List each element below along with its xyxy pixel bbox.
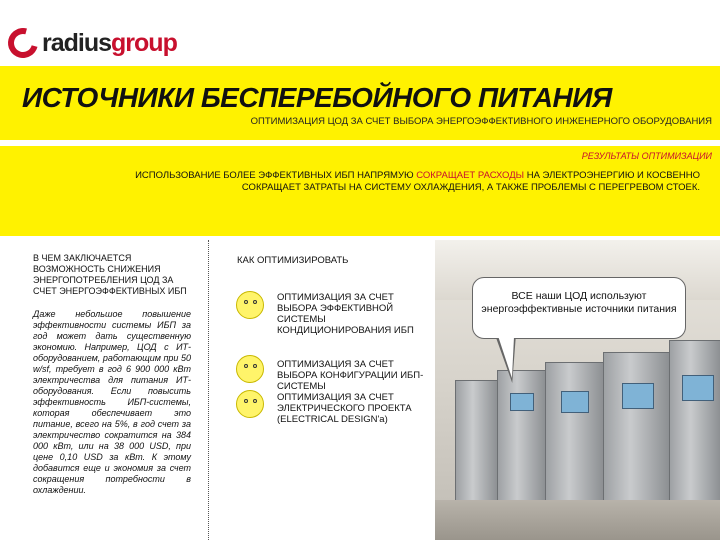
logo-text-part2: group <box>111 28 177 57</box>
logo-text <box>42 29 177 58</box>
how-item-2: ОПТИМИЗАЦИЯ ЗА СЧЕТ ВЫБОРА КОНФИГУРАЦИИ ИБП-СИСТЕМЫ <box>277 359 424 392</box>
bubble-text: ВСЕ наши ЦОД используют энергоэффективные источники питания <box>481 290 677 315</box>
results-text-before: ИСПОЛЬЗОВАНИЕ БОЛЕЕ ЭФФЕКТИВНЫХ ИБП НАПРЯМУЮ <box>135 170 417 181</box>
results-text-after: НА ЭЛЕКТРОЭНЕРГИЮ И КОСВЕННО СОКРАЩАЕТ ЗАТРАТЫ НА СИСТЕМУ ОХЛАЖДЕНИЯ, А ТАКЖЕ ПРОБЛЕМЫ С ПЕРЕГРЕВОМ СТОЕК. <box>241 170 700 193</box>
results-text-highlight: СОКРАЩАЕТ РАСХОДЫ <box>416 170 525 181</box>
how-item-3: ОПТИМИЗАЦИЯ ЗА СЧЕТ ЭЛЕКТРИЧЕСКОГО ПРОЕКТА (ELECTRICAL DESIGN'а) <box>277 392 412 425</box>
how-item-1: ОПТИМИЗАЦИЯ ЗА СЧЕТ ВЫБОРА ЭФФЕКТИВНОЙ СИСТЕМЫ КОНДИЦИОНИРОВАНИЯ ИБП <box>277 292 414 336</box>
smiley-icon <box>236 355 264 383</box>
how-title: КАК ОПТИМИЗИРОВАТЬ <box>237 255 349 266</box>
page-subtitle: ОПТИМИЗАЦИЯ ЦОД ЗА СЧЕТ ВЫБОРА ЭНЕРГОЭФФЕКТИВНОГО ИНЖЕНЕРНОГО ОБОРУДОВАНИЯ <box>250 116 712 127</box>
left-body: Даже небольшое повышение эффективности системы ИБП за год может дать существенную экономию. Например, ЦОД с ИТ-оборудованием, работающим при 50 w/sf, требует в год 6 900 000 кВт электричества для питания ИТ-оборудования. Если повысить эффективность ИБП-системы, которая обеспечивает это питание, всего на 5%, в год счет за электричество сократится на 384 000 кВт, или на 38 000 USD, при цене 0,10 USD за кВт. К этому добавится еще и экономия за счет сокращения потребности в охлаждении. <box>33 309 191 495</box>
smiley-icon <box>236 390 264 418</box>
left-lead: В ЧЕМ ЗАКЛЮЧАЕТСЯ ВОЗМОЖНОСТЬ СНИЖЕНИЯ ЭНЕРГОПОТРЕБЛЕНИЯ ЦОД ЗА СЧЕТ ЭНЕРГОЭФФЕКТИВНЫХ ИБП <box>33 253 187 296</box>
results-label: РЕЗУЛЬТАТЫ ОПТИМИЗАЦИИ <box>581 151 712 161</box>
company-logo <box>8 28 177 58</box>
left-column <box>33 253 191 496</box>
photo-floor <box>435 500 720 540</box>
logo-mark-icon <box>3 23 44 64</box>
column-divider <box>208 240 209 540</box>
results-text <box>100 170 700 194</box>
logo-text-part1: radius <box>42 28 112 57</box>
page-title: ИСТОЧНИКИ БЕСПЕРЕБОЙНОГО ПИТАНИЯ <box>22 82 612 113</box>
smiley-icon <box>236 291 264 319</box>
